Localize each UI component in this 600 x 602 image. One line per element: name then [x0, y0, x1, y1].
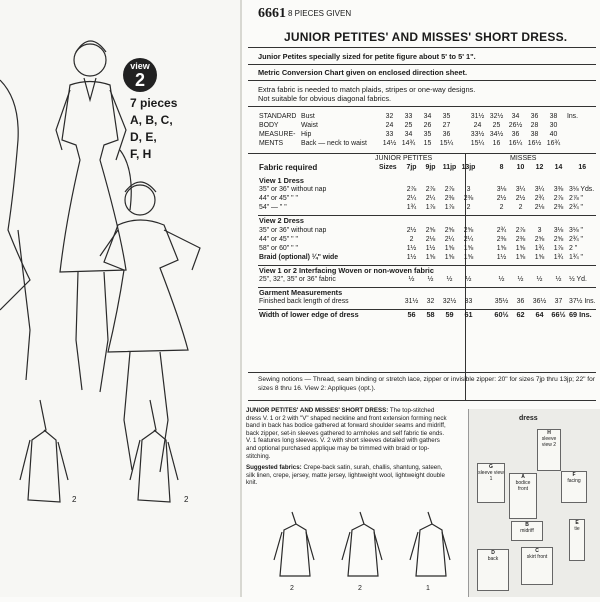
cell: 26	[423, 122, 432, 130]
cell: ½	[517, 276, 524, 284]
cell: 1½	[425, 244, 436, 252]
cell: 2⅜	[553, 204, 564, 212]
measure-name: Bust	[301, 113, 315, 120]
cell: 61	[464, 310, 473, 320]
cell: 1⅝	[515, 253, 526, 261]
cell: 40	[549, 131, 558, 139]
cell: 2⅛	[425, 235, 436, 243]
note-metric: Metric Conversion Chart given on enclosed direction sheet.	[258, 68, 468, 77]
view-badge	[123, 58, 157, 92]
size-12: 12	[535, 164, 544, 171]
dress-description	[246, 407, 451, 487]
cell: 14½	[382, 140, 397, 148]
row-label: 54" — " "	[259, 204, 287, 212]
table-row	[258, 203, 596, 212]
piece-b: B midriff	[511, 521, 543, 541]
size-16: 16	[578, 164, 587, 171]
cell: 33	[404, 113, 413, 120]
cell: 2⅝	[463, 226, 474, 234]
row-label: 35" or 36" without nap	[259, 226, 327, 234]
piece-f: F facing	[561, 471, 587, 503]
cell: 34	[511, 113, 520, 120]
row-label: 44" or 45" " "	[259, 235, 298, 243]
table-row	[258, 275, 596, 284]
cell: 35	[442, 113, 451, 120]
cell: ½	[465, 276, 472, 284]
row-label: 35" or 36" without nap	[259, 186, 327, 194]
cell: 34	[423, 113, 432, 120]
cell: ½	[536, 276, 543, 284]
cell: 34	[404, 131, 413, 139]
view-badge-number: 2	[134, 70, 145, 90]
cell: 2¼	[463, 235, 474, 243]
cell: 1½	[496, 253, 507, 261]
cell: 2¾	[496, 226, 507, 234]
row-label: 25", 32", 35" or 36" fabric	[259, 276, 336, 284]
cell: 1⅞	[425, 204, 436, 212]
cell: 2	[466, 204, 471, 212]
size-7jp: 7jp	[406, 164, 417, 171]
row-label: 44" or 45" " "	[259, 195, 298, 203]
back-label-1: 2	[290, 585, 294, 592]
body-measurements-table	[258, 112, 582, 148]
section-title: Garment Measurements	[259, 288, 343, 298]
cell: 26½	[508, 122, 523, 130]
table-row	[258, 235, 596, 244]
cell: ½	[446, 276, 453, 284]
cell: 28	[530, 122, 539, 130]
cell: 16¾	[546, 140, 561, 148]
cell: 36	[442, 131, 451, 139]
note-petite: Junior Petites specially sized for petite figure about 5' to 5' 1".	[258, 52, 476, 61]
rule-4	[248, 153, 596, 154]
cell: 66½	[551, 310, 566, 320]
cutting-layout	[468, 409, 600, 597]
cell: 32½	[489, 113, 504, 120]
piece-g: G sleeve view 1	[477, 463, 505, 503]
misses-header: MISSES	[510, 155, 537, 162]
section-view-2	[258, 216, 596, 226]
measure-row-hip	[258, 130, 582, 139]
cell: 2½	[406, 226, 417, 234]
cell: 3⅛	[496, 186, 507, 194]
cell: 2¾ "	[569, 235, 583, 243]
cell: 2⅞	[444, 186, 455, 194]
cell: 31½	[470, 113, 485, 120]
rule-2	[248, 80, 596, 81]
piece-a: A bodice front	[509, 473, 537, 519]
cell: 3⅛	[553, 226, 564, 234]
row-label: 58" or 60" " "	[259, 244, 298, 252]
pieces-letters-2: D, E,	[130, 130, 157, 144]
cell: ½	[555, 276, 562, 284]
note-diagonal: Not suitable for obvious diagonal fabrics.	[258, 94, 392, 103]
pieces-given: 8 PIECES GIVEN	[288, 9, 352, 18]
fabrics-list: Crepe-back satin, surah, challis, shantung, sateen, silk linen, crepe, jersey, matte jersey, lightweight wool, lightweight double knit.	[246, 464, 445, 487]
cell: 3⅛ "	[569, 226, 583, 234]
fabric-col-label: Fabric required	[259, 163, 318, 172]
cell: 2⅞	[425, 186, 436, 194]
cell: 2⅛	[534, 204, 545, 212]
pieces-letters-3: F, H	[130, 147, 152, 161]
cell: 2⅞ "	[569, 195, 583, 203]
cell: 2¼	[444, 235, 455, 243]
sizes-label: Sizes	[379, 164, 397, 171]
cell: 2½	[496, 195, 507, 203]
cell: 2¼	[406, 195, 417, 203]
cell: 2⅞	[406, 186, 417, 194]
rule-5	[248, 372, 596, 373]
cell: 32	[385, 113, 394, 120]
cell: 32½	[442, 298, 457, 306]
cell: 1⅞	[553, 244, 564, 252]
cell: 36	[511, 131, 520, 139]
left-back-label-1: 2	[72, 495, 77, 504]
cell: 2⅝	[553, 235, 564, 243]
cell: 38	[530, 131, 539, 139]
table-row	[258, 297, 596, 306]
pieces-letters-1: A, B, C,	[130, 113, 173, 127]
measure-name: Back — neck to waist	[301, 140, 367, 148]
cell: 2¼	[425, 195, 436, 203]
cell: 38	[549, 113, 558, 120]
cell: 3¼	[534, 186, 545, 194]
cell: 34½	[489, 131, 504, 139]
cell: 2½	[515, 195, 526, 203]
cell: 1⅝	[496, 244, 507, 252]
view-badge-label: view	[130, 61, 150, 71]
size-8: 8	[499, 164, 504, 171]
cell: ½ Yd.	[569, 276, 587, 284]
cell: 14¾	[401, 140, 416, 148]
fabric-table	[258, 163, 596, 319]
cell: 1⅝	[534, 253, 545, 261]
cell: 37½ Ins.	[569, 298, 596, 306]
rule-6	[248, 400, 596, 401]
measure-label: MENTS	[259, 140, 284, 148]
cell: 2⅜	[496, 235, 507, 243]
section-garment	[258, 288, 596, 298]
cell: 1½	[406, 253, 417, 261]
cell: 33	[385, 131, 394, 139]
cell: 62	[516, 310, 525, 320]
measure-row-back	[258, 139, 582, 148]
back-label-2: 2	[358, 585, 362, 592]
row-label: Finished back length of dress	[259, 298, 349, 306]
back-label-3: 1	[426, 585, 430, 592]
cell: 69 Ins.	[569, 310, 592, 320]
cell: 2¾	[534, 195, 545, 203]
cell: 3⅜	[553, 186, 564, 194]
table-row	[258, 226, 596, 235]
back-view-sketches	[270, 510, 460, 585]
cell: 27	[442, 122, 451, 130]
cell: ½	[408, 276, 415, 284]
size-11jp: 11jp	[442, 164, 457, 171]
cell: 16½	[527, 140, 542, 148]
cell: 35½	[494, 298, 509, 306]
section-title: View 1 or 2 Interfacing Woven or non-woven fabric	[259, 265, 434, 275]
cell: 35	[423, 131, 432, 139]
cell: 1⅝	[444, 244, 455, 252]
cell: 3¼	[515, 186, 526, 194]
fashion-illustration	[0, 0, 240, 597]
table-row	[258, 185, 596, 194]
cell: 2⅞	[553, 195, 564, 203]
measure-row-waist	[258, 121, 582, 130]
measure-label: STANDARD	[259, 113, 297, 120]
row-label: Braid (optional) ¼" wide	[259, 253, 339, 261]
cell: 32	[426, 298, 435, 306]
row-label: Width of lower edge of dress	[259, 310, 359, 320]
cell: 59	[445, 310, 454, 320]
pattern-number: 6661	[258, 6, 286, 21]
cell: 2⅜	[444, 195, 455, 203]
rule-1	[248, 64, 596, 65]
cell: 64	[535, 310, 544, 320]
fabric-header-row	[258, 163, 596, 172]
cell: 15¼	[439, 140, 454, 148]
cell: 1½	[406, 244, 417, 252]
cell: 1⅞	[444, 204, 455, 212]
size-10: 10	[516, 164, 525, 171]
measure-row-bust	[258, 112, 582, 121]
pattern-title: JUNIOR PETITES' AND MISSES' SHORT DRESS.	[284, 30, 568, 44]
cell: 36½	[532, 298, 547, 306]
table-row	[258, 310, 596, 320]
size-9jp: 9jp	[425, 164, 436, 171]
cell: 24	[473, 122, 482, 130]
section-interfacing	[258, 265, 596, 275]
cell: 2⅝	[534, 235, 545, 243]
illustration-panel	[0, 0, 240, 597]
cell: 1⅝	[515, 244, 526, 252]
cell: 1⅝	[425, 253, 436, 261]
jp-header: JUNIOR PETITES	[375, 155, 433, 162]
cell: 16¼	[508, 140, 523, 148]
cell: 2⅞	[515, 226, 526, 234]
note-extra-fabric: Extra fabric is needed to match plaids, stripes or one-way designs.	[258, 85, 476, 94]
size-13jp: 13jp	[461, 164, 476, 171]
cell: 36	[516, 298, 525, 306]
section-view-1	[258, 176, 596, 185]
cell: 56	[407, 310, 416, 320]
cell: Ins.	[566, 113, 579, 120]
piece-c: C skirt front	[521, 547, 553, 585]
piece-d: D back	[477, 549, 509, 591]
cell: 1¾	[534, 244, 545, 252]
cell: 1¾	[553, 253, 564, 261]
cell: 2	[409, 235, 414, 243]
cell: 2⅜	[515, 235, 526, 243]
cell: ½	[427, 276, 434, 284]
description-heading: JUNIOR PETITES' AND MISSES' SHORT DRESS:	[246, 407, 389, 414]
measure-label: MEASURE-	[259, 131, 296, 139]
cell: 2⅝	[444, 226, 455, 234]
fabrics-heading: Suggested fabrics:	[246, 464, 302, 472]
cell: ½	[498, 276, 505, 284]
sewing-notions: Sewing notions — Thread, seam binding or stretch lace, zipper or invisible zipper: 20" for sizes 7jp thru 13jp; 22" for sizes 8 thru 16. View 2: Appliques (opt.).	[258, 376, 595, 392]
cell: 30	[549, 122, 558, 130]
cell: 1⅝	[444, 253, 455, 261]
cell: 25	[492, 122, 501, 130]
cell: 1⅝	[463, 253, 474, 261]
cell: 15¼	[470, 140, 485, 148]
cell: 1⅝	[463, 244, 474, 252]
cell: 25	[404, 122, 413, 130]
cell: 1¾	[406, 204, 417, 212]
cell: 60½	[494, 310, 509, 320]
pieces-count: 7 pieces	[130, 96, 178, 110]
cell: 15	[423, 140, 432, 148]
cell: 24	[385, 122, 394, 130]
cell: 3⅛ Yds.	[569, 186, 595, 194]
table-row	[258, 244, 596, 253]
layout-label: dress	[519, 415, 538, 422]
cell: 33	[464, 298, 473, 306]
description-body: The top-stitched dress V. 1 or 2 with "V" shaped neckline and front extension forming neck band in back has bodice gathered at forward shoulder seams and midriff, back zipper, set-in sleeves gathered to armholes and self fabric tie ends. V. 1 features long sleeves. V. 2 with short sleeves detailed with gathers and optional purchased applique may be trimmed with braid or top-stitching.	[246, 407, 447, 460]
cell: 2 "	[569, 244, 578, 252]
page-fold	[240, 0, 242, 597]
cell: 58	[426, 310, 435, 320]
table-row	[258, 253, 596, 262]
section-title: View 1 Dress	[259, 176, 304, 186]
cell: 36	[530, 113, 539, 120]
rule-3	[248, 106, 596, 107]
section-title: View 2 Dress	[259, 216, 304, 226]
cell: 31½	[404, 298, 419, 306]
measure-name: Waist	[301, 122, 318, 130]
cell: 2⅝	[425, 226, 436, 234]
cell: 16	[492, 140, 501, 148]
cell: 33½	[470, 131, 485, 139]
cell: 2	[518, 204, 523, 212]
view-pieces	[130, 95, 177, 163]
title-rule	[248, 47, 596, 48]
left-back-label-2: 2	[184, 495, 189, 504]
cell: 2⅜	[463, 195, 474, 203]
cell: 2¾ "	[569, 204, 583, 212]
cell: 37	[554, 298, 563, 306]
size-14: 14	[554, 164, 563, 171]
cell: 2	[499, 204, 504, 212]
cell: 3	[537, 226, 542, 234]
measure-name: Hip	[301, 131, 312, 139]
cell: 3	[466, 186, 471, 194]
measure-label: BODY	[259, 122, 279, 130]
piece-h: H sleeve view 2	[537, 429, 561, 471]
cell: 1¾ "	[569, 253, 583, 261]
piece-e: E tie	[569, 519, 585, 561]
table-row	[258, 194, 596, 203]
